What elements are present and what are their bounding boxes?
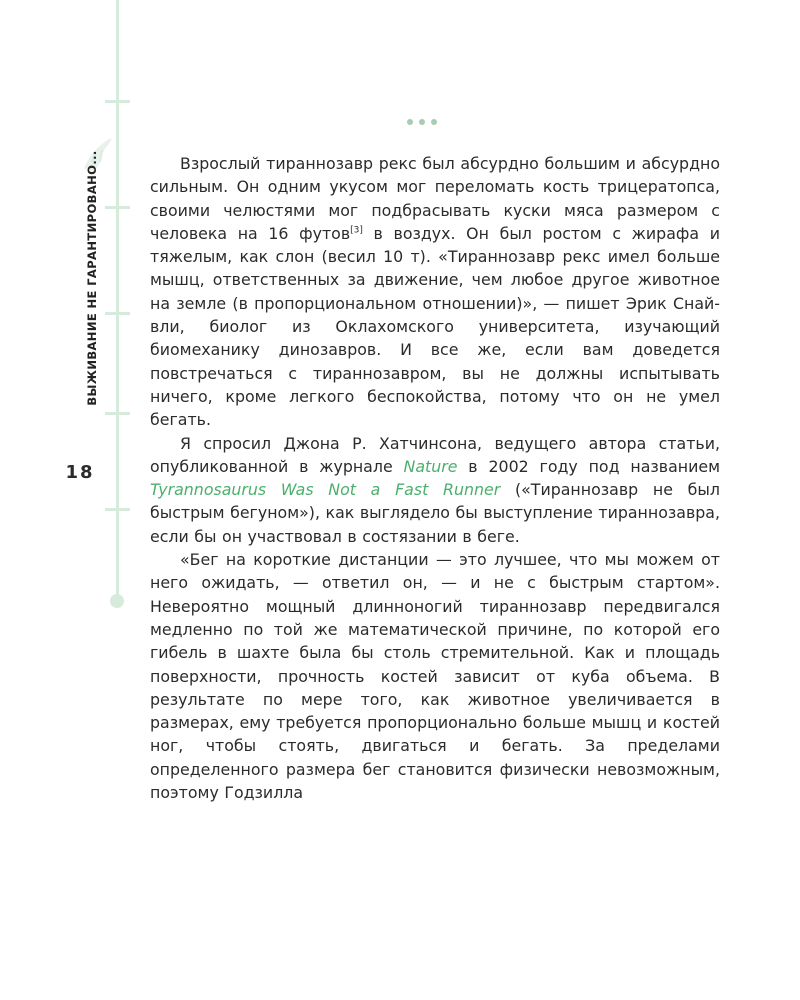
- paragraph: [150, 152, 720, 432]
- margin-guide-tick: [105, 206, 130, 209]
- margin-guide-tick: [105, 312, 130, 315]
- paragraph-text: в 2002 году под названием: [457, 456, 720, 476]
- paragraph-text: Взрослый тираннозавр рекс был абсурдно большим и абсурдно сильным. Он одним укусом мог переломать кость трицератопса, своими челюстями мог подбрасывать куски мяса размером с человека на 16 футов: [150, 154, 720, 243]
- margin-guide-line: [116, 0, 119, 602]
- paragraph-text: «Бег на короткие дистанции — это лучшее, что мы можем от него ожидать, — ответил он, — и не с быстрым стартом». Невероятно мощный длинноногий тираннозавр передвигался медленно по той же математической причине, по которой его гибель в шахте была бы столь стремительной. Как и площадь поверхности, прочность костей зависит от куба объема. В результате по мере того, как животное увеличивается в размерах, ему требуется пропорционально больше мышц и костей ног, чтобы стоять, двигаться и бегать. За пределами определенного размера бег становится физически невозможным, поэтому Годзилла: [150, 550, 720, 803]
- paragraph: [150, 432, 720, 548]
- margin-guide-tick: [105, 100, 130, 103]
- margin-guide-tick: [105, 508, 130, 511]
- paragraph: [150, 548, 720, 804]
- page-number: 18: [65, 462, 95, 483]
- body-text: [150, 152, 720, 804]
- footnote-reference[interactable]: [3]: [350, 225, 363, 236]
- journal-name: Nature: [403, 456, 458, 476]
- margin-guide-tick: [105, 412, 130, 415]
- article-title: Tyrannosaurus Was Not a Fast Runner: [150, 480, 501, 500]
- paragraph-text: в воздух. Он был ростом с жирафа и тяжелым, как слон (весил 10 т). «Тираннозавр рекс имел больше мышц, ответственных за движение, чем любое другое животное на земле (в пропорциональном отношении)», — пишет Эрик Снайвли, биолог из Оклахомского университета, изучающий биомеханику динозавров. И все же, если вам доведется повстречаться с тираннозавром, вы не должны испытывать ничего, кроме легкого беспокойства, потому что он не умел бегать.: [150, 223, 720, 430]
- running-title: ВЫЖИВАНИЕ НЕ ГАРАНТИРОВАНО...: [85, 150, 99, 406]
- paragraph-text: Я спросил Джона Р. Хатчинсона, ведущего автора статьи, опубликованной в журнале: [150, 433, 720, 476]
- paragraph-text: («Тираннозавр не был быстрым бегуном»), как выглядело бы выступление тираннозавра, если бы он участвовал в состязании в беге.: [150, 480, 720, 546]
- section-divider-dots-icon: [22, 110, 800, 129]
- margin-guide-end-dot: [110, 594, 124, 608]
